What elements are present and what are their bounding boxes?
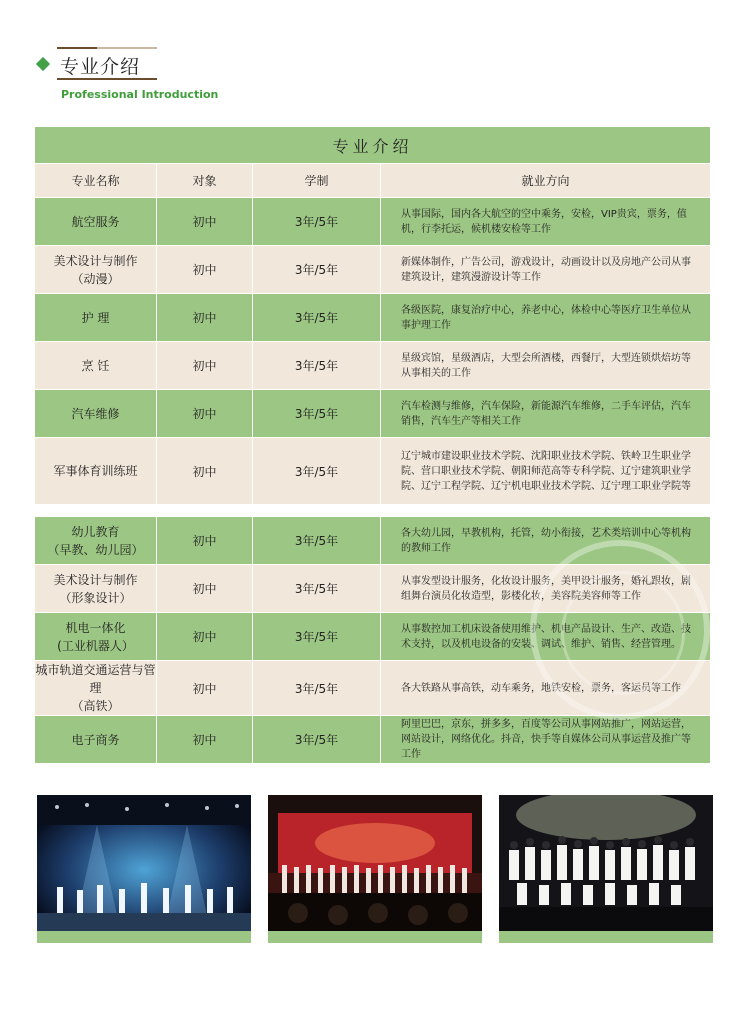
section-subtitle: Professional Introduction: [61, 88, 219, 101]
section-title: 专业介绍: [60, 56, 141, 78]
duration-cell: 3年/5年: [253, 294, 381, 342]
duration-cell: 3年/5年: [253, 661, 381, 716]
careers-cell: 星级宾馆，星级酒店，大型会所酒楼，西餐厅，大型连锁烘焙坊等从事相关的工作: [381, 342, 711, 390]
photo-dance-performance: [37, 795, 251, 949]
table-row: [35, 390, 711, 438]
program-name-cell: 美术设计与制作 （形象设计）: [35, 565, 157, 613]
column-header-careers: 就业方向: [381, 164, 711, 198]
table-title-row: [35, 127, 711, 164]
header-bottom-rule: [57, 78, 157, 80]
duration-cell: 3年/5年: [253, 390, 381, 438]
column-header-name: 专业名称: [35, 164, 157, 198]
program-name-cell: 航空服务: [35, 198, 157, 246]
target-cell: 初中: [157, 613, 253, 661]
header-top-rule-accent: [57, 47, 97, 49]
duration-cell: 3年/5年: [253, 246, 381, 294]
duration-cell: 3年/5年: [253, 438, 381, 505]
table-title: 专业介绍: [35, 127, 711, 164]
column-header-target: 对象: [157, 164, 253, 198]
duration-cell: 3年/5年: [253, 716, 381, 764]
target-cell: 初中: [157, 565, 253, 613]
photo-caption-bar: [268, 931, 482, 943]
target-cell: 初中: [157, 390, 253, 438]
careers-cell: 从事国际，国内各大航空的空中乘务，安检，VIP贵宾，票务，值机，行李托运，候机楼安检等工作: [381, 198, 711, 246]
careers-cell: 汽车检测与维修，汽车保险，新能源汽车维修，二手车评估，汽车销售，汽车生产等相关工作: [381, 390, 711, 438]
table-row: [35, 565, 711, 613]
stage-ceremony-photo-icon: [268, 795, 482, 931]
careers-cell: 新媒体制作，广告公司，游戏设计，动画设计以及房地产公司从事建筑设计，建筑漫游设计等工作: [381, 246, 711, 294]
careers-cell: 从事数控加工机床设备使用维护、机电产品设计、生产、改造、技术支持，以及机电设备的安装、调试、维护、销售、经营管理。: [381, 613, 711, 661]
duration-cell: 3年/5年: [253, 198, 381, 246]
table-row: [35, 342, 711, 390]
careers-cell: 从事发型设计服务，化妆设计服务，美甲设计服务，婚礼跟妆，剧组舞台演员化妆造型，影楼化妆，美容院美容师等工作: [381, 565, 711, 613]
program-table-continued: [34, 516, 711, 764]
duration-cell: 3年/5年: [253, 565, 381, 613]
careers-cell: 阿里巴巴，京东，拼多多，百度等公司从事网站推广，网站运营，网站设计，网络优化。抖音，快手等自媒体公司从事运营及推广等工作: [381, 716, 711, 764]
program-name-cell: 美术设计与制作 （动漫）: [35, 246, 157, 294]
duration-cell: 3年/5年: [253, 517, 381, 565]
photo-caption-bar: [499, 931, 713, 943]
table-row: [35, 246, 711, 294]
table-row: [35, 517, 711, 565]
table-row: [35, 294, 711, 342]
duration-cell: 3年/5年: [253, 613, 381, 661]
column-header-duration: 学制: [253, 164, 381, 198]
table-row: [35, 613, 711, 661]
photo-caption-bar: [37, 931, 251, 943]
careers-cell: 各大铁路从事高铁，动车乘务，地铁安检，票务，客运员等工作: [381, 661, 711, 716]
table-row: [35, 661, 711, 716]
table-row: [35, 198, 711, 246]
diamond-bullet-icon: [36, 57, 50, 71]
stage-dance-photo-icon: [37, 795, 251, 931]
program-name-cell: 电子商务: [35, 716, 157, 764]
duration-cell: 3年/5年: [253, 342, 381, 390]
program-table: [34, 126, 711, 505]
program-name-cell: 幼儿教育 （早教、幼儿园）: [35, 517, 157, 565]
program-name-cell: 机电一体化 (工业机器人）: [35, 613, 157, 661]
photo-group-show: [499, 795, 713, 949]
table-row: [35, 716, 711, 764]
target-cell: 初中: [157, 438, 253, 505]
target-cell: 初中: [157, 661, 253, 716]
target-cell: 初中: [157, 342, 253, 390]
program-name-cell: 烹 饪: [35, 342, 157, 390]
careers-cell: 各大幼儿园，早教机构，托管，幼小衔接，艺术类培训中心等机构的教师工作: [381, 517, 711, 565]
target-cell: 初中: [157, 198, 253, 246]
program-name-cell: 军事体育训练班: [35, 438, 157, 505]
section-header: [0, 0, 750, 110]
program-name-cell: 汽车维修: [35, 390, 157, 438]
photo-ceremony: [268, 795, 482, 949]
target-cell: 初中: [157, 294, 253, 342]
program-name-cell: 护 理: [35, 294, 157, 342]
stage-group-photo-icon: [499, 795, 713, 931]
table-header-row: [35, 164, 711, 198]
careers-cell: 各级医院，康复治疗中心，养老中心，体检中心等医疗卫生单位从事护理工作: [381, 294, 711, 342]
target-cell: 初中: [157, 716, 253, 764]
target-cell: 初中: [157, 517, 253, 565]
careers-cell: 辽宁城市建设职业技术学院、沈阳职业技术学院、铁岭卫生职业学院、营口职业技术学院、朝阳师范高等专科学院、辽宁建筑职业学院、辽宁工程学院、辽宁机电职业技术学院、辽宁理工职业学院等: [381, 438, 711, 505]
program-name-cell: 城市轨道交通运营与管理 （高铁）: [35, 661, 157, 716]
target-cell: 初中: [157, 246, 253, 294]
table-row: [35, 438, 711, 505]
